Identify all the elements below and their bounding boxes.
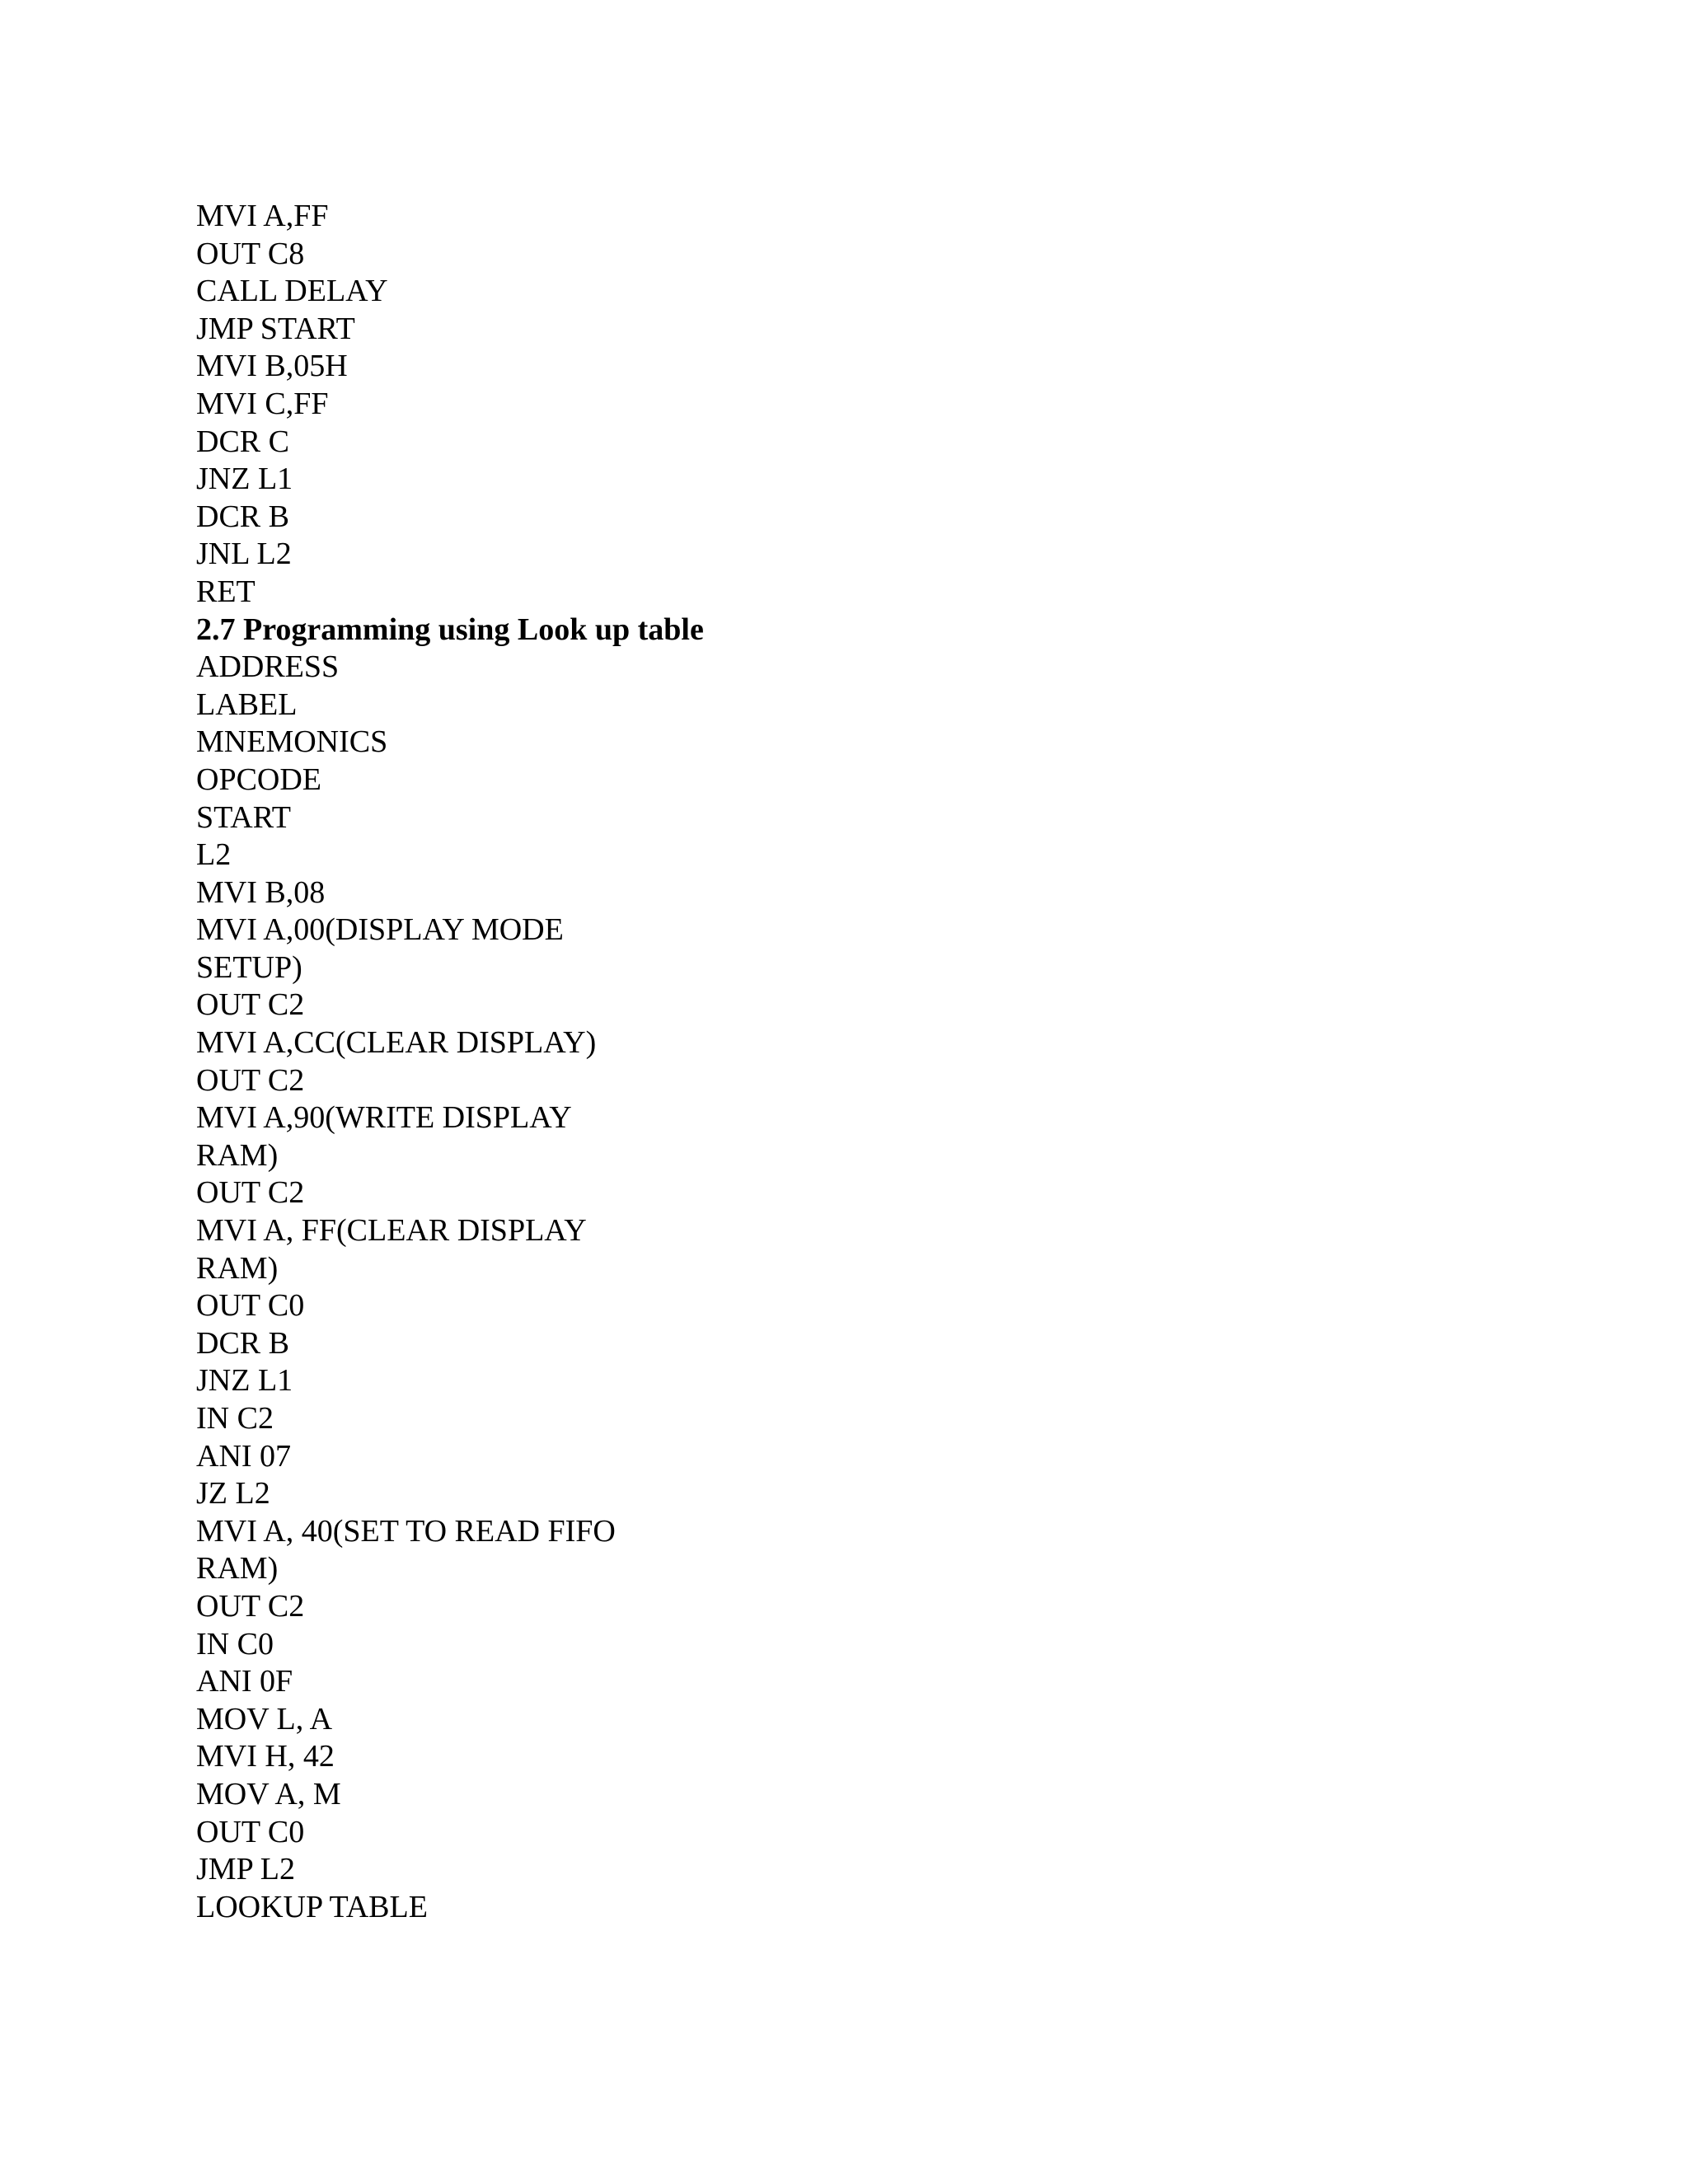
code-line: MVI A,00(DISPLAY MODE <box>196 912 564 948</box>
code-line: MOV A, M <box>196 1776 341 1811</box>
code-line: MVI A, 40(SET TO READ FIFO <box>196 1513 616 1549</box>
code-line: L2 <box>196 837 232 873</box>
code-line: JNZ L1 <box>196 462 293 497</box>
code-line: OUT C8 <box>196 236 305 271</box>
code-line: MVI A,CC(CLEAR DISPLAY) <box>196 1025 597 1061</box>
code-line: OUT C2 <box>196 987 305 1023</box>
code-line: SETUP) <box>196 949 302 985</box>
code-line: MVI A,90(WRITE DISPLAY <box>196 1100 572 1136</box>
code-line: IN C2 <box>196 1401 274 1436</box>
code-line: ANI 07 <box>196 1438 292 1474</box>
code-line: DCR C <box>196 424 289 459</box>
section-heading: 2.7 Programming using Look up table <box>196 612 704 647</box>
code-line: IN C0 <box>196 1626 274 1661</box>
code-line: MOV L, A <box>196 1701 333 1736</box>
code-line: OUT C2 <box>196 1062 305 1098</box>
code-line: RAM) <box>196 1551 279 1586</box>
program-listing <box>196 198 704 1926</box>
code-line: ANI 0F <box>196 1664 293 1699</box>
code-line: OUT C2 <box>196 1175 305 1211</box>
code-line: LOOKUP TABLE <box>196 1889 428 1924</box>
code-line: JMP L2 <box>196 1852 296 1887</box>
code-line: DCR B <box>196 499 289 534</box>
code-line: OUT C0 <box>196 1814 305 1849</box>
code-line: MVI B,08 <box>196 874 326 910</box>
code-line: JNL L2 <box>196 537 292 572</box>
code-line: JZ L2 <box>196 1476 270 1511</box>
code-line: RAM) <box>196 1137 279 1173</box>
code-line: MNEMONICS <box>196 724 388 760</box>
code-line: OUT C0 <box>196 1288 305 1324</box>
code-line: START <box>196 799 292 835</box>
code-line: MVI B,05H <box>196 349 348 384</box>
code-line: CALL DELAY <box>196 274 388 309</box>
code-line: ADDRESS <box>196 649 340 685</box>
code-line: JNZ L1 <box>196 1363 293 1399</box>
code-line: RAM) <box>196 1250 279 1286</box>
code-line: LABEL <box>196 687 298 722</box>
code-line: MVI H, 42 <box>196 1739 335 1774</box>
code-line: MVI C,FF <box>196 386 329 421</box>
code-line: MVI A, FF(CLEAR DISPLAY <box>196 1213 587 1249</box>
code-line: RET <box>196 574 256 609</box>
code-line: DCR B <box>196 1325 289 1361</box>
code-line: JMP START <box>196 311 355 346</box>
code-line: OUT C2 <box>196 1588 305 1624</box>
code-line: MVI A,FF <box>196 199 329 233</box>
code-line: OPCODE <box>196 762 322 797</box>
